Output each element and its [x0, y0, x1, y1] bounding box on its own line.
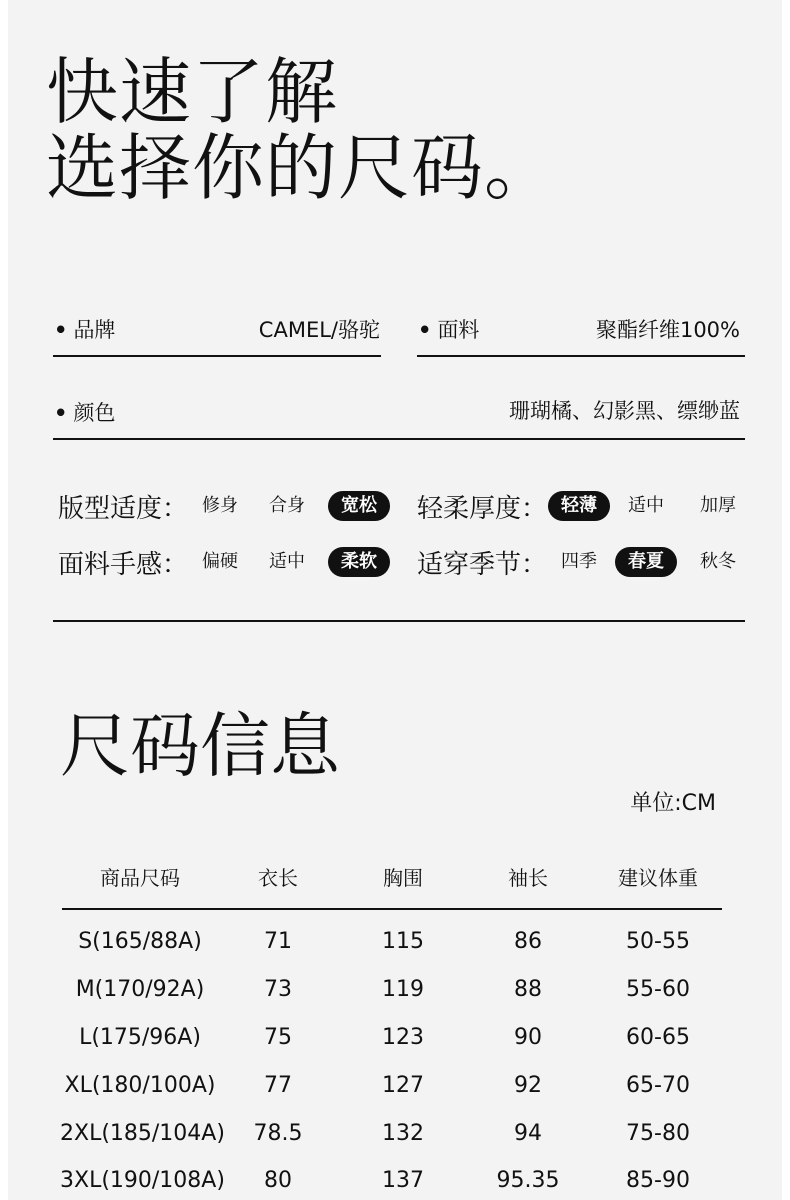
thickness-option-medium: 适中 — [628, 495, 664, 516]
cell-size: L(175/96A) — [79, 1025, 201, 1050]
header-sleeve: 袖长 — [508, 866, 548, 890]
season-option-all: 四季 — [561, 551, 597, 572]
fabric-value: 聚酯纤维100% — [595, 318, 740, 342]
table-divider — [62, 908, 722, 910]
cell-size: S(165/88A) — [78, 929, 202, 954]
size-section-title: 尺码信息 — [60, 705, 340, 787]
cell-size: 3XL(190/108A) — [60, 1168, 225, 1193]
size-guide-page — [8, 0, 782, 1200]
fit-option-regular: 合身 — [269, 495, 305, 516]
cell-weight: 60-65 — [626, 1025, 690, 1050]
thickness-option-thick: 加厚 — [700, 495, 736, 516]
unit-label: 单位:CM — [630, 791, 716, 816]
divider — [53, 355, 381, 357]
cell-sleeve: 94 — [514, 1121, 542, 1146]
cell-sleeve: 86 — [514, 929, 542, 954]
cell-chest: 123 — [382, 1025, 424, 1050]
feel-label: 面料手感： — [58, 550, 189, 580]
fabric-label: • 面料 — [418, 318, 480, 342]
season-option-spring-summer-selected: 春夏 — [615, 547, 677, 577]
season-option-autumn-winter: 秋冬 — [700, 551, 736, 572]
cell-chest: 127 — [382, 1073, 424, 1098]
divider — [53, 620, 745, 622]
hero-title-line-1: 快速了解 — [46, 50, 339, 134]
brand-label: • 品牌 — [54, 318, 116, 342]
color-label: • 颜色 — [54, 401, 116, 425]
cell-length: 77 — [264, 1073, 292, 1098]
cell-sleeve: 95.35 — [496, 1168, 560, 1193]
cell-weight: 85-90 — [626, 1168, 690, 1193]
cell-size: M(170/92A) — [75, 977, 205, 1002]
thickness-label: 轻柔厚度： — [417, 494, 548, 524]
cell-size: XL(180/100A) — [64, 1073, 216, 1098]
cell-chest: 132 — [382, 1121, 424, 1146]
cell-weight: 75-80 — [626, 1121, 690, 1146]
cell-length: 73 — [264, 977, 292, 1002]
bullet-icon: • — [54, 401, 68, 425]
feel-option-stiff: 偏硬 — [202, 551, 238, 572]
fit-option-slim: 修身 — [202, 495, 238, 516]
cell-sleeve: 88 — [514, 977, 542, 1002]
season-label: 适穿季节： — [417, 550, 548, 580]
fit-option-loose-selected: 宽松 — [328, 491, 390, 521]
cell-weight: 50-55 — [626, 929, 690, 954]
cell-length: 78.5 — [253, 1121, 303, 1146]
header-size: 商品尺码 — [100, 866, 180, 890]
cell-length: 71 — [264, 929, 292, 954]
feel-option-medium: 适中 — [269, 551, 305, 572]
cell-weight: 65-70 — [626, 1073, 690, 1098]
cell-size: 2XL(185/104A) — [60, 1121, 225, 1146]
cell-length: 75 — [264, 1025, 292, 1050]
cell-weight: 55-60 — [626, 977, 690, 1002]
header-length: 衣长 — [258, 866, 298, 890]
cell-sleeve: 90 — [514, 1025, 542, 1050]
bullet-icon: • — [54, 318, 68, 342]
header-weight: 建议体重 — [618, 866, 698, 890]
bullet-icon: • — [418, 318, 432, 342]
cell-sleeve: 92 — [514, 1073, 542, 1098]
color-value: 珊瑚橘、幻影黑、缥缈蓝 — [509, 399, 740, 423]
brand-value: CAMEL/骆驼 — [258, 318, 380, 342]
cell-chest: 115 — [382, 929, 424, 954]
cell-chest: 137 — [382, 1168, 424, 1193]
thickness-option-thin-selected: 轻薄 — [548, 491, 610, 521]
cell-chest: 119 — [382, 977, 424, 1002]
fit-label: 版型适度： — [58, 494, 189, 524]
header-chest: 胸围 — [383, 866, 423, 890]
divider — [53, 438, 745, 440]
cell-length: 80 — [264, 1168, 292, 1193]
feel-option-soft-selected: 柔软 — [328, 547, 390, 577]
divider — [417, 355, 745, 357]
hero-title-line-2: 选择你的尺码。 — [46, 126, 558, 210]
